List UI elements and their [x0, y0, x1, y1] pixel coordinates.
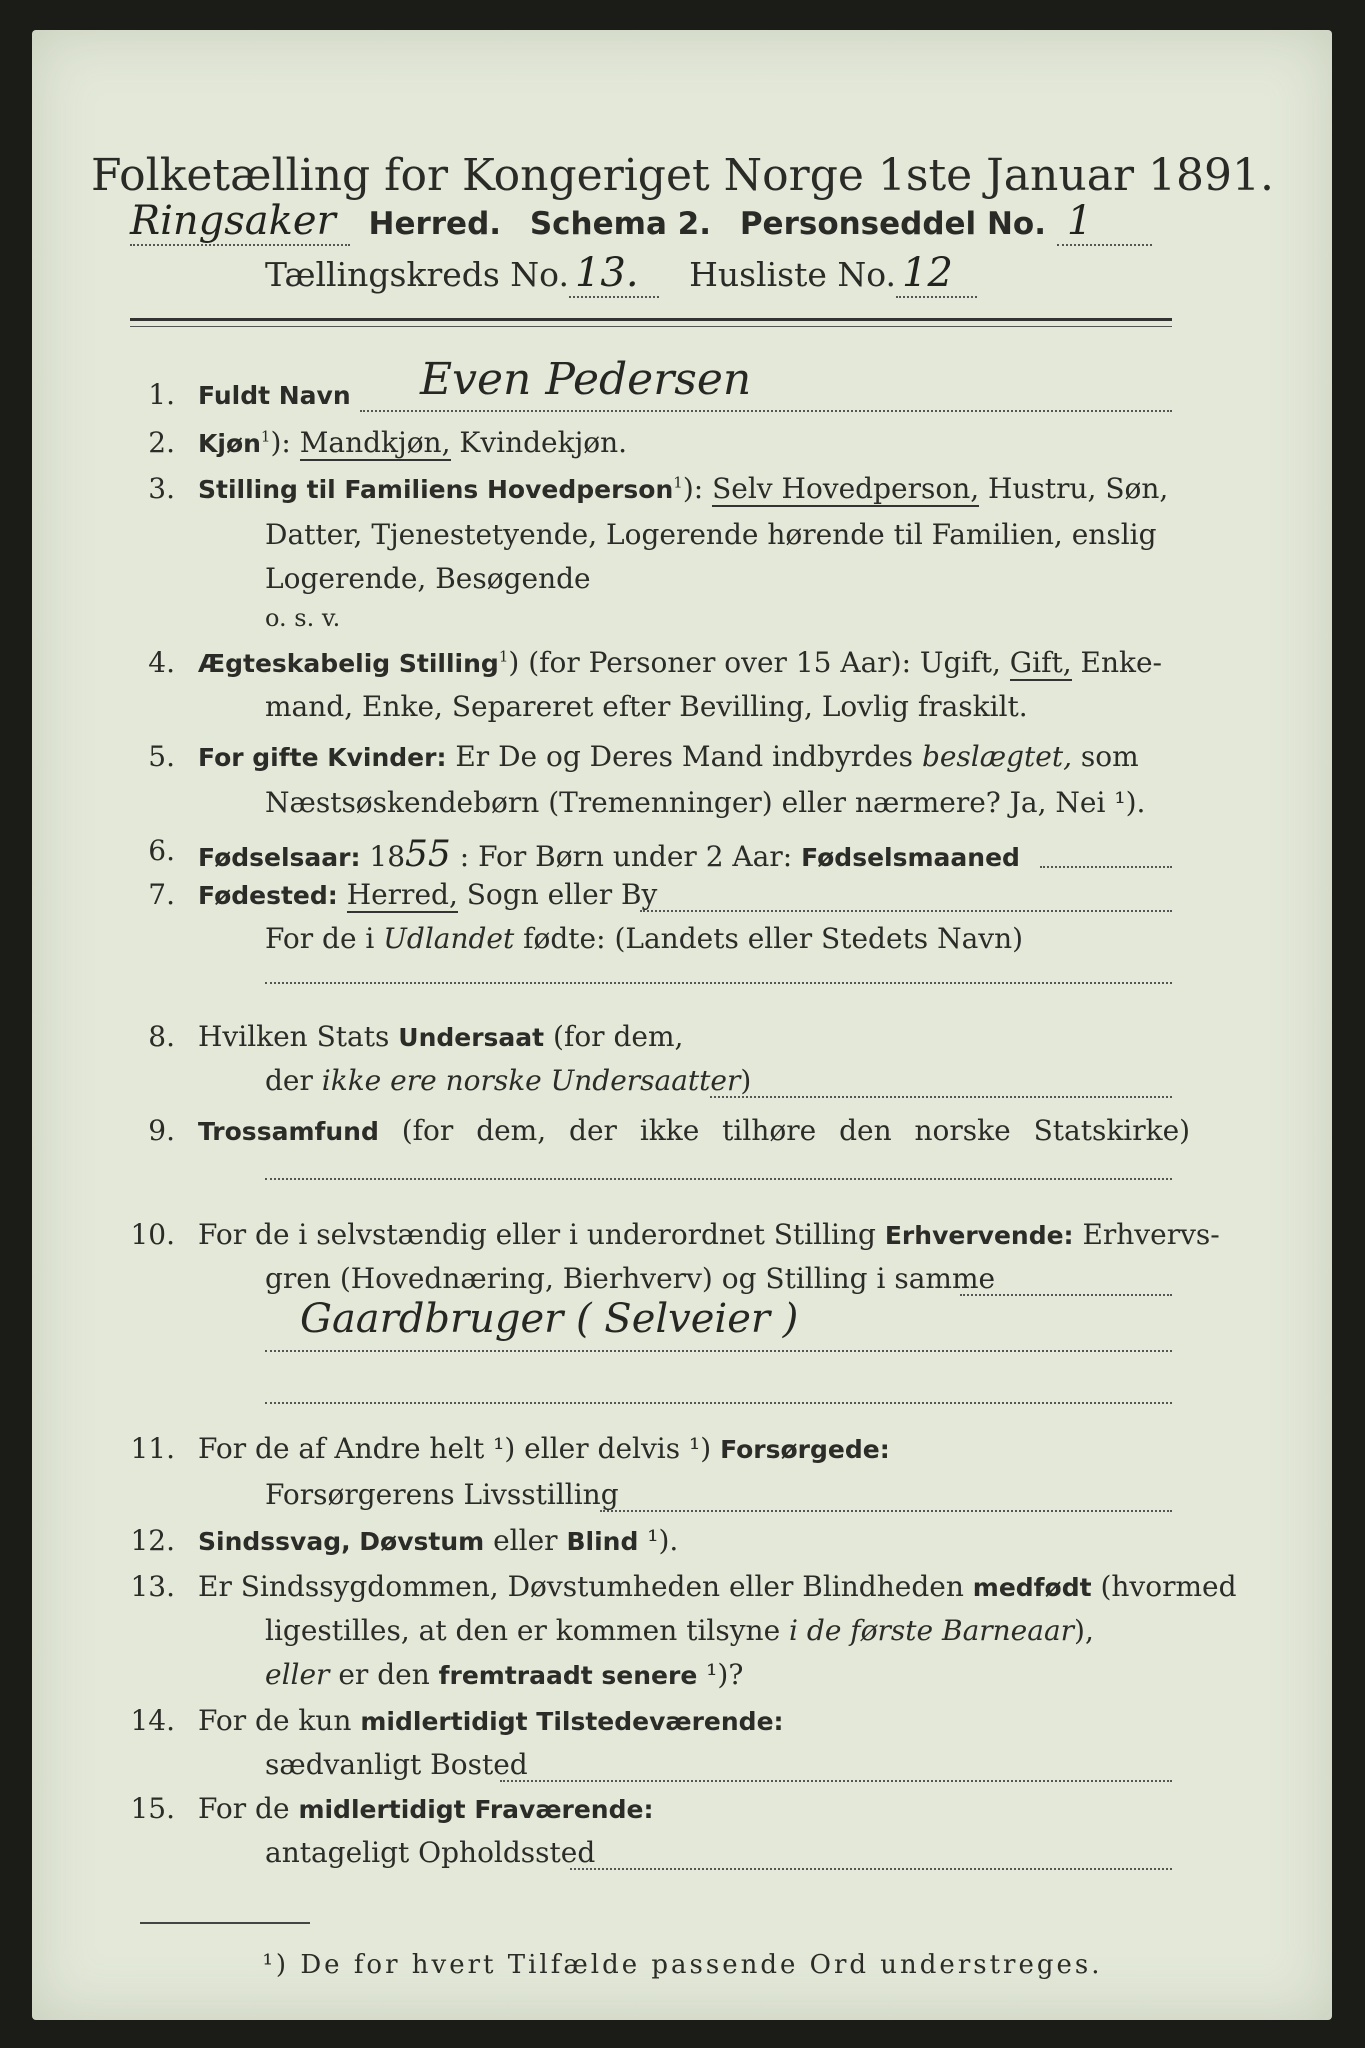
- item-10-answer-line-2: [265, 1350, 1172, 1352]
- item-number: 8.: [148, 1020, 175, 1053]
- item-10-text-tail: Erhvervs-: [1073, 1218, 1220, 1251]
- item-13-line-2: [265, 1614, 1094, 1647]
- item-10-answer-line-3: [265, 1402, 1172, 1404]
- item-5-text-tail: som: [1071, 740, 1139, 773]
- husliste-label: Husliste No.: [689, 255, 897, 294]
- item-14-text: For de kun: [198, 1704, 361, 1737]
- header-rule-thin: [130, 326, 1172, 327]
- item-5-line-2: Næstsøskendebørn (Tremenninger) eller nærmere? Ja, Nei ¹).: [265, 786, 1146, 819]
- item-number: 7.: [148, 878, 175, 911]
- item-14-answer-line: [500, 1780, 1172, 1782]
- item-number: 12.: [130, 1524, 175, 1557]
- item-15-line-2: antageligt Opholdssted: [265, 1836, 596, 1869]
- item-number: 2.: [148, 426, 175, 459]
- item-number: 5.: [148, 740, 175, 773]
- item-14-line-2: sædvanligt Bosted: [265, 1748, 528, 1781]
- item-5-label: For gifte Kvinder:: [198, 743, 447, 772]
- item-9-answer-line: [265, 1178, 1172, 1180]
- item-6-prefix: 18: [360, 840, 406, 873]
- item-9-label: Trossamfund: [198, 1117, 379, 1146]
- item-7-option-selected: Herred,: [346, 878, 458, 911]
- item-2-text: ):: [270, 426, 300, 459]
- husliste-number: 12: [896, 250, 977, 298]
- item-8-answer-line: [710, 1096, 1172, 1098]
- item-number: 11.: [130, 1432, 175, 1465]
- item-2-label: Kjøn: [198, 429, 261, 458]
- footnote-mark: 1: [673, 473, 683, 492]
- item-11-label: Forsørgede:: [720, 1435, 890, 1464]
- footnote-rule: [140, 1922, 310, 1924]
- item-7-answer-line: [640, 910, 1172, 912]
- item-11-answer-line: [600, 1510, 1172, 1512]
- item-7-line-2-b: fødte: (Landets eller Stedets Navn): [514, 922, 1024, 955]
- item-12-text: eller: [484, 1524, 567, 1557]
- item-7-answer-line-2: [265, 982, 1172, 984]
- item-11-line-2: Forsørgerens Livsstilling: [265, 1478, 619, 1511]
- item-6-answer-line: [1040, 866, 1172, 868]
- item-13-line-3-bold: fremtraadt senere: [438, 1661, 698, 1690]
- item-8-label: Undersaat: [398, 1023, 545, 1052]
- header-rule-thick: [130, 318, 1172, 321]
- item-13-line-2-b: ),: [1074, 1614, 1094, 1647]
- item-12-tail: ¹).: [638, 1524, 679, 1557]
- item-15-label: midlertidigt Fraværende:: [298, 1795, 654, 1824]
- item-number: 9.: [148, 1114, 175, 1147]
- item-4-text: ) (for Personer over 15 Aar): Ugift,: [508, 646, 1010, 679]
- item-1-label: Fuldt Navn: [198, 381, 351, 410]
- schema-label: Schema 2.: [529, 206, 712, 242]
- item-4-text-tail: Enke-: [1071, 646, 1163, 679]
- item-1-answer-line: [360, 410, 1172, 412]
- footnote-mark: 1: [498, 647, 509, 666]
- item-number: 13.: [130, 1570, 175, 1603]
- item-5-text: Er De og Deres Mand indbyrdes: [446, 740, 922, 773]
- item-13-line-2-italic: i de første Barneaar: [789, 1614, 1075, 1647]
- item-12-label-2: Blind: [566, 1527, 639, 1556]
- item-number: 3.: [148, 472, 175, 505]
- item-3-label: Stilling til Familiens Hovedperson: [198, 475, 674, 504]
- item-8-text-tail: (for dem,: [544, 1020, 684, 1053]
- item-3-line-4: o. s. v.: [265, 604, 341, 632]
- item-13-line-3-italic: eller: [265, 1658, 330, 1691]
- item-1-answer-name: Even Pedersen: [420, 354, 752, 405]
- item-13-line-3-c: ¹)?: [697, 1658, 744, 1691]
- item-number: 14.: [130, 1704, 175, 1737]
- item-10-line-2: gren (Hovednæring, Bierhverv) og Stilling i samme: [265, 1262, 996, 1295]
- item-8-line-2-a: der: [265, 1064, 322, 1097]
- item-number: 15.: [130, 1792, 175, 1825]
- item-3-line-2: Datter, Tjenestetyende, Logerende hørende til Familien, enslig: [265, 518, 1157, 551]
- item-14-label: midlertidigt Tilstedeværende:: [360, 1707, 784, 1736]
- item-number: 10.: [130, 1218, 175, 1251]
- item-8-line-2: [265, 1064, 751, 1097]
- herred-name: Ringsaker: [130, 198, 350, 246]
- item-13-line-3-a: er den: [329, 1658, 439, 1691]
- item-8-line-2-b: ): [740, 1064, 752, 1097]
- personseddel-number: 1: [1057, 198, 1152, 246]
- item-3-option-selected: Selv Hovedperson,: [712, 472, 980, 505]
- item-10-answer-occupation: Gaardbruger ( Selveier ): [300, 1296, 799, 1342]
- form-title: Folketælling for Kongeriget Norge 1ste Januar 1891.: [91, 150, 1274, 201]
- herred-label: Herred.: [368, 206, 502, 242]
- item-8-line-2-italic: ikke ere norske Undersaatter: [321, 1064, 741, 1097]
- item-3-text-tail: Hustru, Søn,: [979, 472, 1169, 505]
- item-3-text: ):: [682, 472, 713, 505]
- item-8-text: Hvilken Stats: [198, 1020, 399, 1053]
- item-11-text: For de af Andre helt ¹) eller delvis ¹): [198, 1432, 721, 1465]
- item-15-text: For de: [198, 1792, 299, 1825]
- item-6-answer-year: 55: [405, 834, 451, 875]
- item-5-italic: beslægtet,: [921, 740, 1072, 773]
- item-10-answer-line: [960, 1294, 1172, 1296]
- item-12-label: Sindssvag, Døvstum: [198, 1527, 485, 1556]
- item-number: 6.: [148, 834, 175, 867]
- item-6-text: : For Børn under 2 Aar:: [450, 840, 802, 873]
- personseddel-label: Personseddel No.: [739, 206, 1046, 242]
- item-7-line-2: [265, 922, 1023, 955]
- kreds-number: 13.: [569, 250, 659, 298]
- item-2-option-selected: Mandkjøn,: [299, 426, 451, 459]
- item-13-text: Er Sindssygdommen, Døvstumheden eller Blindheden: [198, 1570, 973, 1603]
- item-9-text: (for dem, der ikke tilhøre den norske Statskirke): [378, 1114, 1191, 1147]
- item-number: 4.: [148, 646, 175, 679]
- item-10-text: For de i selvstændig eller i underordnet Stilling: [198, 1218, 885, 1251]
- footnote: ¹) De for hvert Tilfælde passende Ord understreges.: [262, 1950, 1103, 1980]
- item-3-line-3: Logerende, Besøgende: [265, 562, 591, 595]
- item-2-option: Kvindekjøn.: [450, 426, 628, 459]
- footnote-mark: 1: [260, 427, 271, 446]
- item-4-label: Ægteskabelig Stilling: [198, 649, 499, 678]
- item-6-label: Fødselsaar:: [198, 843, 361, 872]
- kreds-label: Tællingskreds No.: [265, 255, 569, 294]
- item-number: 1.: [148, 378, 175, 411]
- item-4-line-2: mand, Enke, Separeret efter Bevilling, Lovlig fraskilt.: [265, 690, 1028, 723]
- item-10-label: Erhvervende:: [884, 1221, 1074, 1250]
- item-7-label: Fødested:: [198, 881, 338, 910]
- item-7-line-2-italic: Udlandet: [383, 922, 515, 955]
- item-13-label: medfødt: [972, 1573, 1092, 1602]
- item-13-line-2-a: ligestilles, at den er kommen tilsyne: [265, 1614, 790, 1647]
- item-7-text: Sogn eller By: [457, 878, 658, 911]
- kreds-line: [265, 250, 977, 296]
- item-13-line-3: [265, 1658, 743, 1691]
- item-4-option-selected: Gift,: [1009, 646, 1072, 679]
- item-6-label-2: Fødselsmaaned: [801, 843, 1020, 872]
- item-13-text-tail: (hvormed: [1091, 1570, 1237, 1603]
- herred-line: [130, 198, 1152, 244]
- item-15-answer-line: [570, 1868, 1172, 1870]
- item-7-line-2-a: For de i: [265, 922, 384, 955]
